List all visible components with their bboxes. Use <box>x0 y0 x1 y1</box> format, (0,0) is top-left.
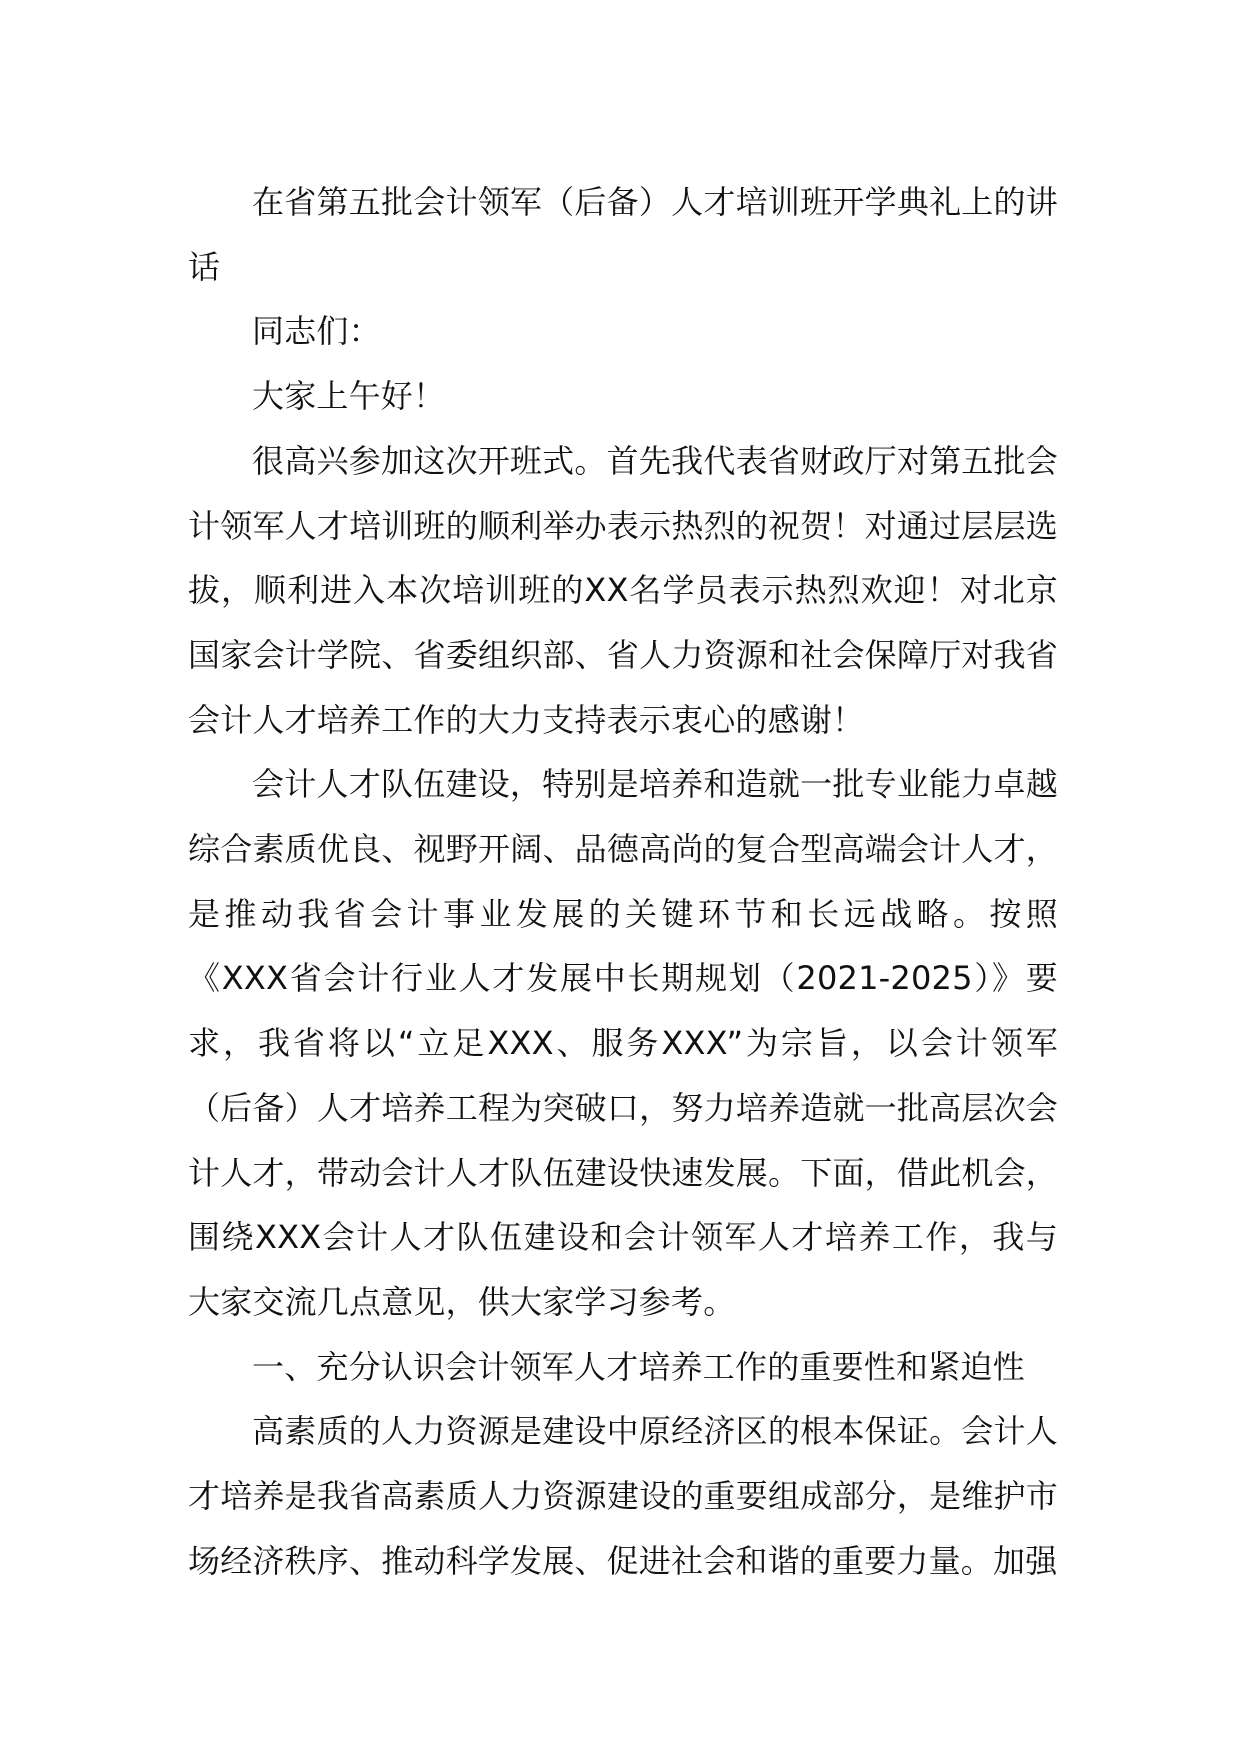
salutation: 同志们： <box>252 312 381 351</box>
document-title: 在省第五批会计领军（后备）人才培训班开学典礼上的讲话 <box>188 183 1058 286</box>
body-paragraph: 会计人才队伍建设，特别是培养和造就一批专业能力卓越综合素质优良、视野开阔、品德高尚的复合型高端会计人才，是推动我省会计事业发展的关键环节和长远战略。按照《XXX省会计行业人才发展中长期规划（2021-2025）》要求，我省将以“立足XXX、服务XXX”为宗旨，以会计领军（后备）人才培养工程为突破口，努力培养造就一批高层次会计人才，带动会计人才队伍建设快速发展。下面，借此机会，围绕XXX会计人才队伍建设和会计领军人才培养工作，我与大家交流几点意见，供大家学习参考。 <box>188 765 1058 1321</box>
section-paragraph: 高素质的人力资源是建设中原经济区的根本保证。会计人才培养是我省高素质人力资源建设的重要组成部分，是维护市场经济秩序、推动科学发展、促进社会和谐的重要力量。加强 <box>188 1412 1058 1580</box>
body-paragraph: 很高兴参加这次开班式。首先我代表省财政厅对第五批会计领军人才培训班的顺利举办表示热烈的祝贺！对通过层层选拔，顺利进入本次培训班的XX名学员表示热烈欢迎！对北京国家会计学院、省委组织部、省人力资源和社会保障厅对我省会计人才培养工作的大力支持表示衷心的感谢！ <box>188 441 1058 739</box>
section-heading: 一、充分认识会计领军人才培养工作的重要性和紧迫性 <box>252 1347 1025 1386</box>
document-body <box>188 170 1058 1593</box>
greeting: 大家上午好！ <box>252 377 446 416</box>
